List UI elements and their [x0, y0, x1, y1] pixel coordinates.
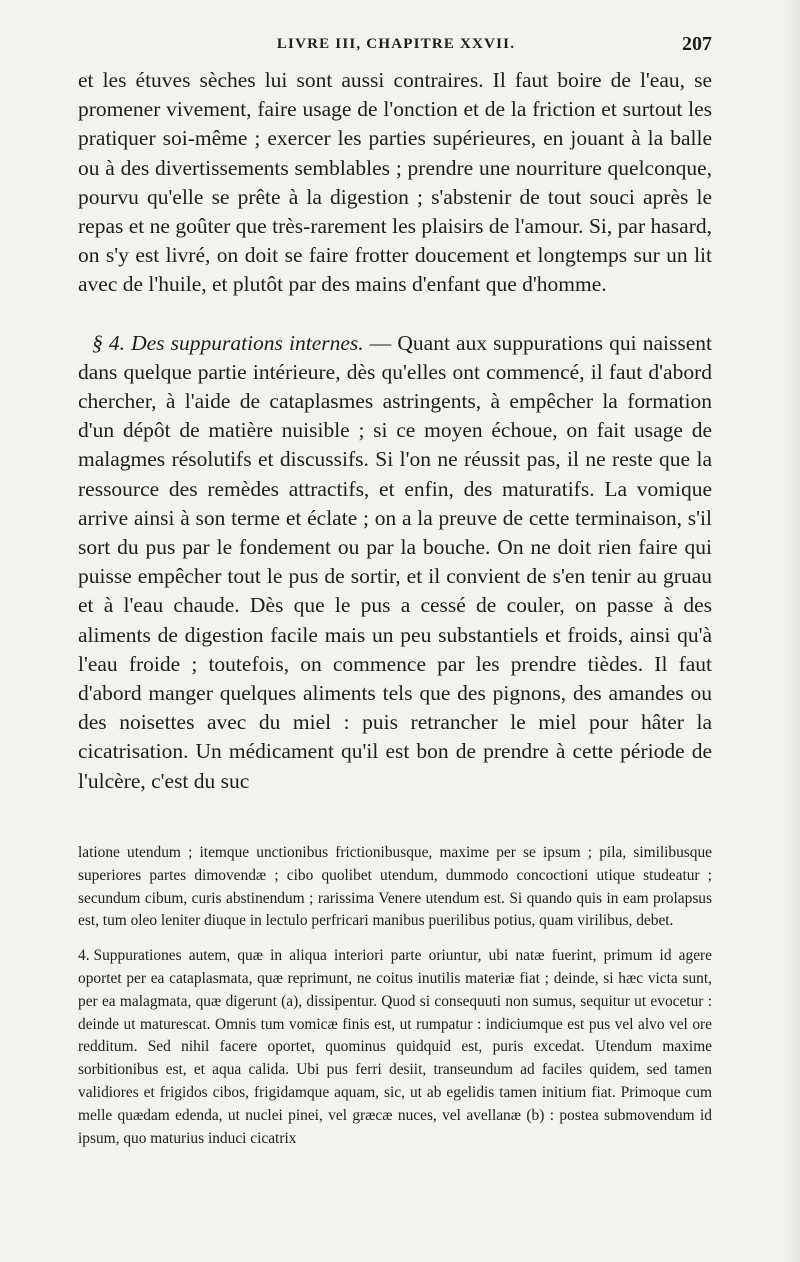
latin-paragraph-2-body: Suppurationes autem, quæ in aliqua interiori parte oriuntur, ubi natæ fuerint, primum id agere oportet per ea cataplasmata, quæ reprimunt, ne coitus inutilis materiæ fiat ; deinde, si hæc victa sunt, per ea malagmata, quæ digerunt (a), dissipentur. Quod si consequuti non sumus, sequitur ut evocetur : deinde ut maturescat. Omnis tum vomicæ finis est, ut rumpatur : indiciumque est pus vel alvo vel ore redditum. Sed nihil facere oportet, quominus quidquid est, puris excedat. Utendum maxime sorbitionibus est, et aqua calida. Ubi pus ferri desiit, transeundum ad faciles quidem, sed tamen validiores et frigidos cibos, frigidamque aquam, sic, ut ab egelidis tamen initium fiat. Primoque cum melle quædam edenda, ut nuclei pinei, vel græcæ nuces, vel avellanæ (b) : postea submovendum id ipsum, quo maturius induci cicatrix	[78, 947, 712, 1147]
page-edge-shadow	[782, 0, 800, 1262]
section-heading: § 4. Des suppurations internes.	[92, 330, 364, 355]
page-header	[78, 33, 712, 57]
latin-section-number: 4.	[78, 947, 90, 965]
french-paragraph-1: et les étuves sèches lui sont aussi contraires. Il faut boire de l'eau, se promener vivement, faire usage de l'onction et de la friction et surtout les pratiquer soi-même ; exercer les parties supérieures, en jouant à la balle ou à des divertissements semblables ; prendre une nourriture quelconque, pourvu qu'elle se prête à la digestion ; s'abstenir de tout souci après le repas et ne goûter que très-rarement les plaisirs de l'amour. Si, par hasard, on s'y est livré, on doit se faire frotter doucement et longtemps sur un lit avec de l'huile, et plutôt par des mains d'enfant que d'homme.	[78, 68, 712, 297]
french-paragraph-2	[78, 329, 712, 796]
french-paragraph-2-body: — Quant aux suppurations qui naissent dans quelque partie intérieure, dès qu'elles ont commencé, il faut d'abord chercher, à l'aide de cataplasmes astringents, à empêcher la formation d'un dépôt de matière nuisible ; si ce moyen échoue, on fait usage de malagmes résolutifs et discussifs. Si l'on ne réussit pas, il ne reste que la ressource des remèdes attractifs, et enfin, des maturatifs. La vomique arrive ainsi à son terme et éclate ; on a la preuve de cette terminaison, s'il sort du pus par le fondement ou par la bouche. On ne doit rien faire qui puisse empêcher tout le pus de sortir, et il convient de s'en tenir au gruau et à l'eau chaude. Dès que le pus a cessé de couler, on passe à des aliments de digestion facile mais un peu substantiels et froids, ainsi qu'à l'eau froide ; toutefois, on commence par les prendre tièdes. Il faut d'abord manger quelques aliments tels que des pignons, des amandes ou des noisettes avec du miel : puis retrancher le miel pour hâter la cicatrisation. Un médicament qu'il est bon de prendre à cette période de l'ulcère, c'est du suc	[78, 330, 712, 793]
latin-paragraph-1: latione utendum ; itemque unctionibus frictionibusque, maxime per se ipsum ; pila, similibusque superiores partes dimovendæ ; cibo quolibet utendum, dummodo concoctioni utique studeatur ; secundum cibum, curis abstinendum ; rarissima Venere utendum est. Si quando quis in eam prolapsus est, tum oleo leniter diuque in lectulo perfricari manibus puerilibus potius, quam virilibus, debet.	[78, 844, 712, 930]
page-number: 207	[682, 33, 712, 55]
running-head: LIVRE III, CHAPITRE XXVII.	[276, 36, 516, 52]
latin-paragraph-2	[78, 945, 712, 1150]
latin-text	[78, 842, 712, 1150]
french-text	[78, 66, 712, 796]
